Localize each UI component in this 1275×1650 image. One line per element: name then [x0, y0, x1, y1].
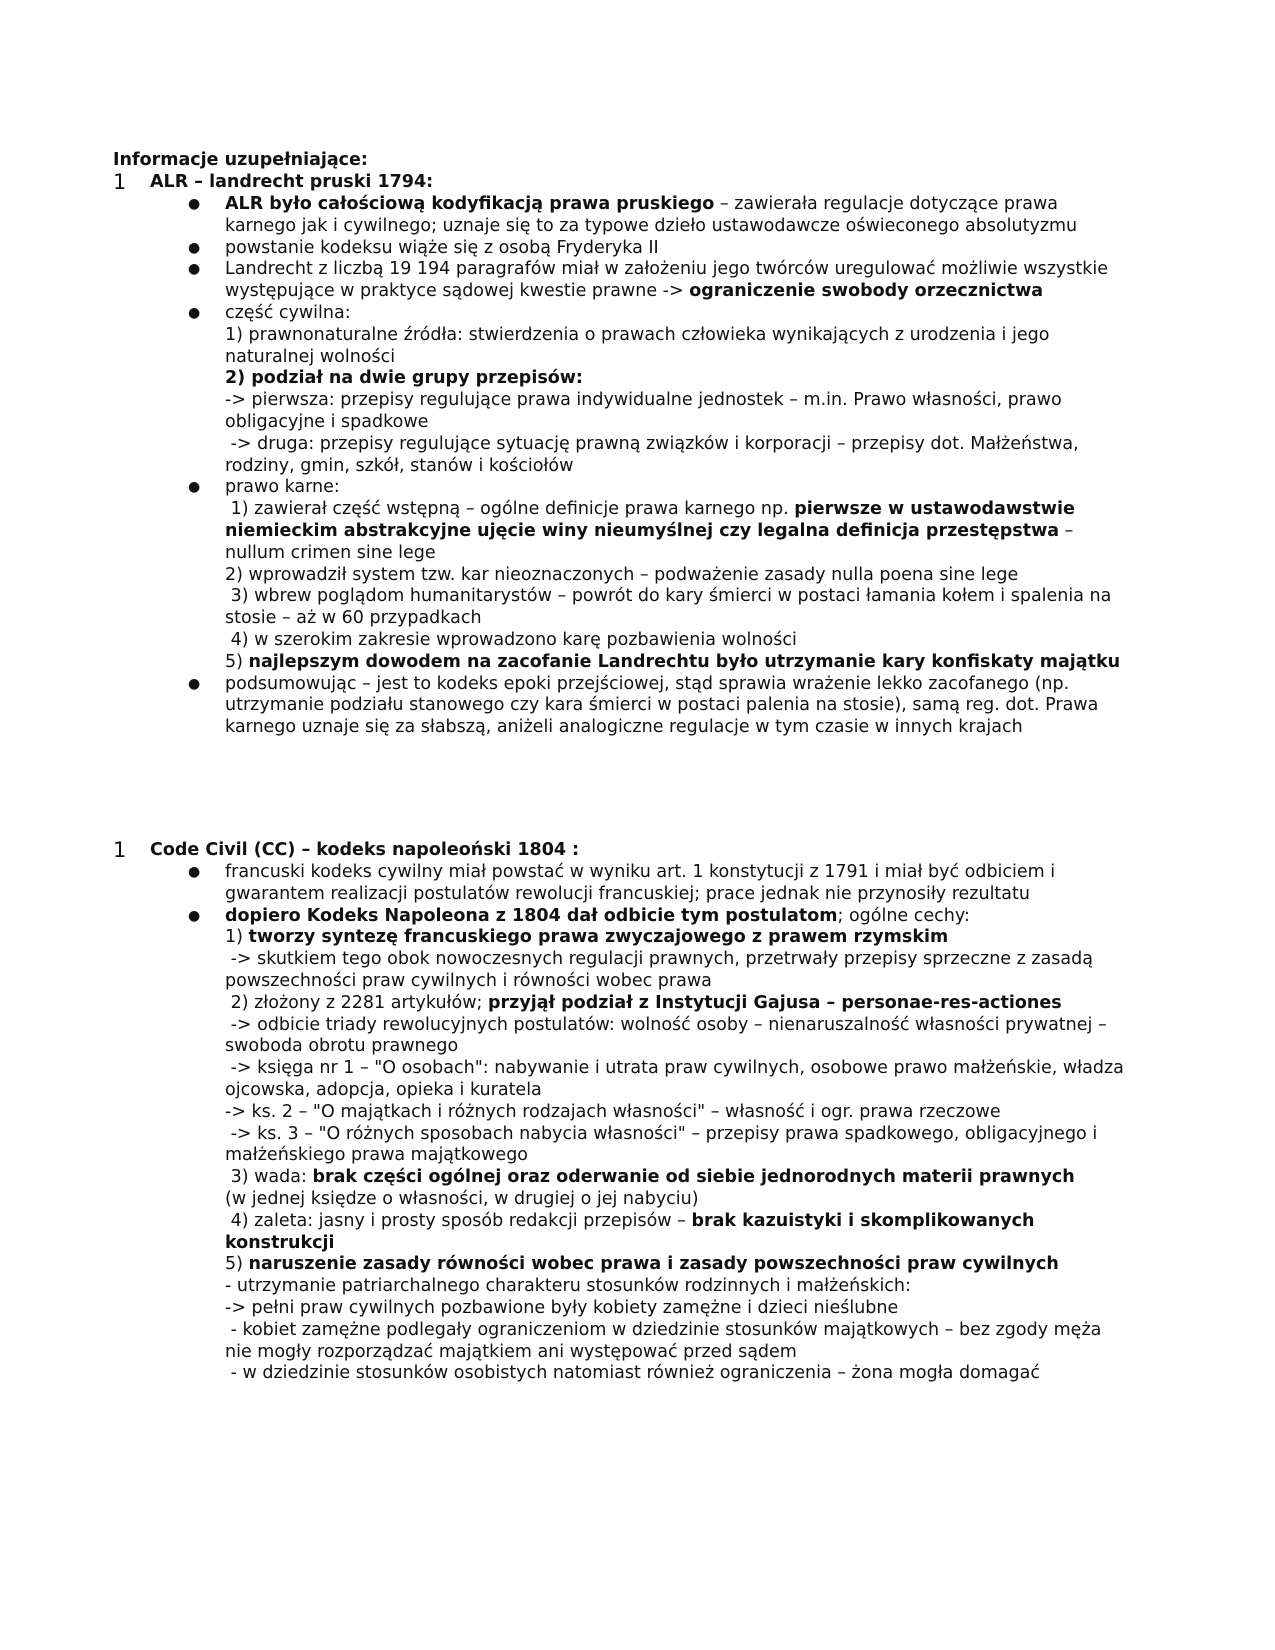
list-item [188, 237, 1125, 260]
bullet-icon: ● [188, 261, 201, 278]
item-line [225, 1276, 1125, 1298]
section-list-alr [188, 194, 1125, 739]
item-line [225, 949, 1125, 993]
text-run: 5) [225, 651, 249, 672]
text-run: Landrecht z liczbą 19 194 paragrafów miał w założeniu jego twórców uregulować możliwie wszystkie występujące w praktyce sądowej kwestie prawne -> [225, 259, 1114, 302]
item-line [225, 652, 1125, 674]
item-line [225, 927, 1125, 949]
text-run: podsumowując – jest to kodeks epoki przejściowej, stąd sprawia wrażenie lekko zacofanego (np. utrzymanie podziału stanowego czy kara śmierci w postaci palenia na stosie), samą reg. dot. Prawa karnego uznaje się za słabszą, aniżeli analogiczne regulacje w tym czasie w innych krajach [225, 673, 1104, 738]
text-run: - kobiet zamężne podlegały ograniczeniom w dziedzinie stosunków majątkowych – bez zgody męża nie mogły rozporządzać majątkiem ani występować przed sądem [225, 1319, 1107, 1362]
item-line [225, 1058, 1130, 1102]
text-run: 4) zaleta: jasny i prosty sposób redakcji przepisów – [225, 1210, 692, 1231]
item-line [225, 1298, 1125, 1320]
section-number: 1 [113, 838, 127, 862]
text-run: 4) w szerokim zakresie wprowadzono karę pozbawienia wolności [225, 629, 797, 650]
text-run: prawo karne: [225, 477, 340, 498]
bold-text: dopiero Kodeks Napoleona z 1804 dał odbicie tym postulatom [225, 905, 838, 926]
bullet-icon: ● [188, 675, 201, 692]
text-run: 3) wbrew poglądom humanitarystów – powrót do kary śmierci w postaci łamania kołem i spalenia na stosie – aż w 60 przypadkach [225, 586, 1117, 629]
item-text [225, 259, 1125, 303]
item-line [225, 1167, 1125, 1189]
bold-text: najlepszym dowodem na zacofanie Landrechtu było utrzymanie kary konfiskaty majątku [248, 651, 1121, 672]
bold-text: tworzy syntezę francuskiego prawa zwyczajowego z prawem rzymskim [248, 927, 949, 948]
page-heading: Informacje uzupełniające: [113, 150, 368, 170]
list-item [188, 862, 1125, 906]
text-run: 1) prawnonaturalne źródła: stwierdzenia o prawach człowieka wynikających z urodzenia i jego naturalnej wolności [225, 324, 1055, 367]
bold-text: 2) podział na dwie grupy przepisów: [225, 368, 583, 389]
item-line [225, 1102, 1125, 1124]
item-line [225, 477, 1125, 499]
item-line [225, 630, 1125, 652]
item-line [225, 906, 1125, 928]
item-text [225, 238, 1125, 260]
item-line [225, 1363, 1125, 1385]
text-run: część cywilna: [225, 302, 351, 323]
list-item [188, 905, 1130, 1386]
text-run: -> pierwsza: przepisy regulujące prawa indywidualne jednostek – m.in. Prawo własności, prawo obligacyjne i spadkowe [225, 390, 1068, 432]
list-item [188, 673, 1125, 739]
list-item [188, 477, 1125, 673]
text-run: ; ogólne cechy: [837, 905, 970, 926]
text-run: (w jednej księdze o własności, w drugiej o jej nabyciu) [225, 1188, 699, 1209]
list-item [188, 302, 1125, 477]
text-run: - w dziedzinie stosunków osobistych natomiast również ograniczenia – żona mogła domagać [225, 1363, 1040, 1384]
bold-text: przyjął podział z Instytucji Gajusa – personae-res-actiones [488, 992, 1062, 1013]
item-line [225, 586, 1125, 630]
item-line [225, 1211, 1125, 1255]
text-run: 2) wprowadził system tzw. kar nieoznaczonych – podważenie zasady nulla poena sine lege [225, 564, 1019, 585]
text-run: 3) wada: [225, 1167, 313, 1188]
bold-text: brak części ogólnej oraz oderwanie od siebie jednorodnych materii prawnych [312, 1167, 1075, 1188]
text-run: powstanie kodeksu wiąże się z osobą Fryderyka II [225, 237, 659, 258]
text-run: -> odbicie triady rewolucyjnych postulatów: wolność osoby – nienaruszalność własności prywatnej – swoboda obrotu prawnego [225, 1014, 1113, 1057]
bold-text: naruszenie zasady równości wobec prawa i zasady powszechności praw cywilnych [248, 1254, 1059, 1275]
text-run: 1) [225, 927, 249, 948]
item-line [225, 1254, 1125, 1276]
text-run: – nullum crimen sine lege [225, 520, 1079, 563]
text-run: -> ks. 2 – "O majątkach i różnych rodzajach własności" – własność i ogr. prawa rzeczowe [225, 1101, 1001, 1122]
item-line [225, 565, 1125, 587]
text-run: -> księga nr 1 – "O osobach": nabywanie i utrata praw cywilnych, osobowe prawo małżeńskie, władza ojcowska, adopcja, opieka i kuratela [225, 1058, 1130, 1100]
item-line [225, 325, 1125, 369]
list-item [188, 194, 1125, 238]
text-run: – zawierała regulacje dotyczące prawa karnego jak i cywilnego; uznaje się to za typowe dzieło ustawodawcze oświeconego absolutyzmu [225, 194, 1078, 236]
bullet-icon: ● [188, 479, 201, 496]
bullet-icon: ● [188, 239, 201, 256]
section-title-text: Code Civil (CC) – kodeks napoleoński 1804 : [150, 840, 580, 860]
text-run: -> pełni praw cywilnych pozbawione były kobiety zamężne i dzieci nieślubne [225, 1297, 899, 1318]
bold-text: pierwsze w ustawodawstwie niemieckim abstrakcyjne ujęcie winy nieumyślnej czy legalna definicja przestępstwa [225, 499, 1081, 541]
text-run: -> druga: przepisy regulujące sytuację prawną związków i korporacji – przepisy dot. Małżeństwa, rodziny, gmin, szkół, stanów i kościołów [225, 433, 1085, 476]
bullet-icon: ● [188, 304, 201, 321]
item-line [225, 1124, 1125, 1168]
item-line [225, 993, 1125, 1015]
item-line [225, 1015, 1125, 1059]
bullet-icon: ● [188, 864, 201, 880]
text-run: -> skutkiem tego obok nowoczesnych regulacji prawnych, przetrwały przepisy sprzeczne z zasadą powszechności praw cywilnych i równości wobec prawa [225, 949, 1099, 991]
item-text [225, 862, 1125, 906]
item-line [225, 1189, 1125, 1211]
item-line [225, 390, 1125, 434]
bold-text: ALR było całościową kodyfikacją prawa pruskiego [225, 194, 715, 214]
item-line [225, 499, 1125, 564]
bold-text: ograniczenie swobody orzecznictwa [689, 281, 1044, 302]
bullet-icon: ● [188, 907, 201, 924]
text-run: francuski kodeks cywilny miał powstać w wyniku art. 1 konstytucji z 1791 i miał być odbiciem i gwarantem realizacji postulatów rewolucji francuskiej; prace jednak nie przynosiły rezultatu [225, 862, 1061, 904]
text-run: 5) [225, 1254, 249, 1275]
section-title-text: ALR – landrecht pruski 1794: [150, 172, 434, 192]
item-line [225, 303, 1125, 325]
list-item [188, 259, 1125, 303]
item-text [225, 194, 1125, 238]
item-line [225, 434, 1125, 478]
section-list-code-civil [188, 862, 1130, 1385]
bullet-icon: ● [188, 196, 201, 212]
item-text [225, 674, 1125, 739]
section-number: 1 [113, 170, 127, 194]
item-line [225, 368, 1125, 390]
text-run: 2) złożony z 2281 artykułów; [225, 992, 488, 1013]
text-run: -> ks. 3 – "O różnych sposobach nabycia własności" – przepisy prawa spadkowego, obligacyjnego i małżeńskiego prawa majątkowego [225, 1123, 1103, 1166]
text-run: 1) zawierał część wstępną – ogólne definicje prawa karnego np. [225, 499, 795, 520]
bold-text: brak kazuistyki i skomplikowanych konstrukcji [225, 1210, 1041, 1253]
text-run: - utrzymanie patriarchalnego charakteru stosunków rodzinnych i małżeńskich: [225, 1276, 911, 1297]
item-line [225, 1320, 1125, 1364]
